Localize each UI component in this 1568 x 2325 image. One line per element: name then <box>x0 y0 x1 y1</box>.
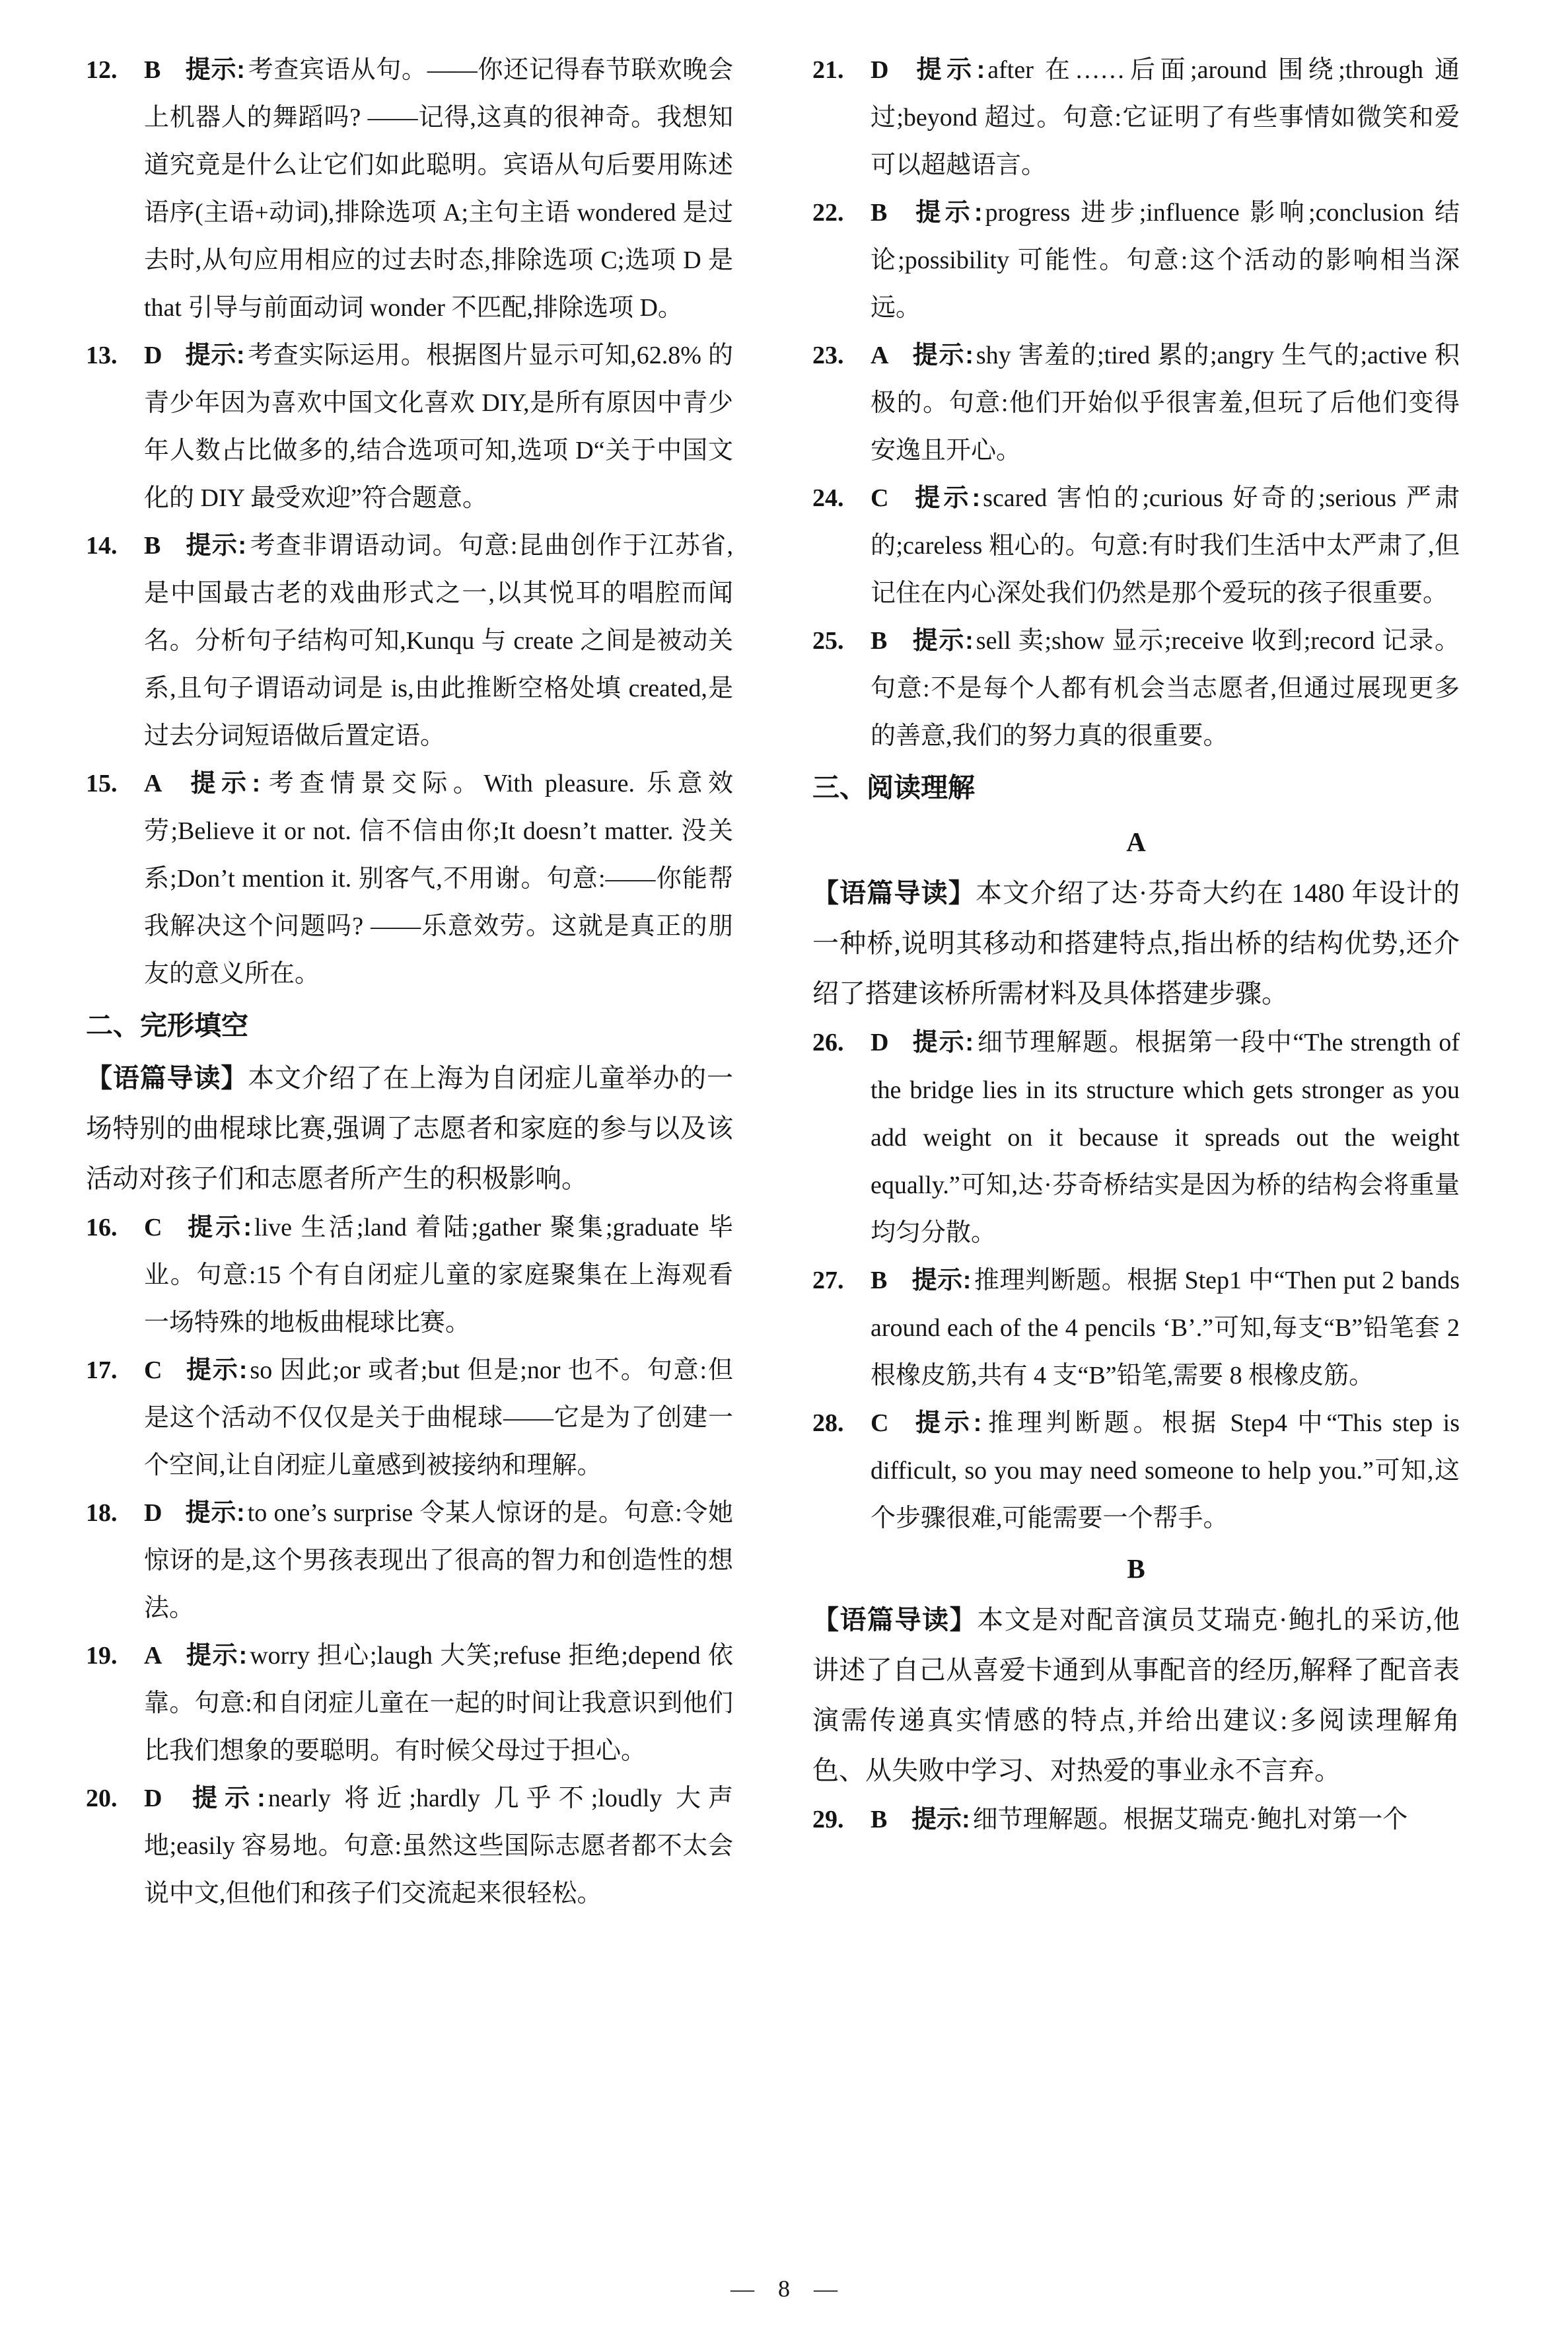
passage-intro-text: 本文是对配音演员艾瑞克·鲍扎的采访,他讲述了自己从喜爱卡通到从事配音的经历,解释了配音表演需传递真实情感的特点,并给出建议:多阅读理解角色、从失败中学习、对热爱的事业永不言弃。 <box>812 1605 1460 1785</box>
question-number: 21. <box>812 56 844 84</box>
answer-item <box>86 46 733 332</box>
question-number: 19. <box>86 1642 118 1670</box>
question-number: 13. <box>86 342 118 369</box>
hint-label: 提示: <box>911 1806 970 1833</box>
question-number: 20. <box>86 1785 118 1812</box>
question-number: 14. <box>86 532 118 560</box>
hint-label: 提示: <box>185 1785 266 1812</box>
passage-intro <box>812 868 1460 1019</box>
hint-label: 提示: <box>911 199 983 227</box>
explanation-text: 考查情景交际。With pleasure. 乐意效劳;Believe it or not. 信不信由你;It doesn’t matter. 没关系;Don’t mention it. 别客气,不用谢。句意:——你能帮我解决这个问题吗? ——乐意效劳。这就是真正的朋友的意义所在。 <box>144 770 734 988</box>
footer-left-dash: — <box>731 2275 754 2302</box>
hint-label: 提示: <box>185 532 246 560</box>
hint-label: 提示: <box>185 770 261 797</box>
question-number: 29. <box>812 1806 844 1833</box>
answer-letter: B <box>871 1806 888 1833</box>
explanation-text: 细节理解题。根据艾瑞克·鲍扎对第一个 <box>972 1806 1408 1833</box>
explanation-text: live 生活;land 着陆;gather 聚集;graduate 毕业。句意:15 个有自闭症儿童的家庭聚集在上海观看一场特殊的地板曲棍球比赛。 <box>144 1214 734 1337</box>
answer-letter: D <box>144 1499 162 1527</box>
hint-label: 提示: <box>185 1499 245 1527</box>
hint-label: 提示: <box>185 1356 248 1384</box>
page-footer <box>0 2275 1568 2303</box>
answer-letter: D <box>144 1785 162 1812</box>
question-number: 26. <box>812 1029 844 1056</box>
explanation-text: 推理判断题。根据 Step1 中“Then put 2 bands around each of the 4 pencils ‘B’.”可知,每支“B”铅笔套 2 根橡皮筋,共有 4 支“B”铅笔,需要 8 根橡皮筋。 <box>871 1267 1460 1389</box>
explanation-text: nearly 将近;hardly 几乎不;loudly 大声地;easily 容易地。句意:虽然这些国际志愿者都不太会说中文,但他们和孩子们交流起来很轻松。 <box>144 1785 733 1907</box>
hint-label: 提示: <box>911 1267 972 1294</box>
question-number: 22. <box>812 199 844 227</box>
answer-item <box>86 1632 733 1775</box>
answer-item <box>812 1796 1460 1843</box>
passage-intro-text: 本文介绍了达·芬奇大约在 1480 年设计的一种桥,说明其移动和搭建特点,指出桥的结构优势,还介绍了搭建该桥所需材料及具体搭建步骤。 <box>812 878 1460 1008</box>
explanation-text: shy 害羞的;tired 累的;angry 生气的;active 积极的。句意:他们开始似乎很害羞,但玩了后他们变得安逸且开心。 <box>871 342 1460 464</box>
answer-item <box>86 1489 733 1632</box>
answer-item <box>86 1204 733 1347</box>
answer-letter: C <box>871 1409 889 1437</box>
explanation-text: worry 担心;laugh 大笑;refuse 拒绝;depend 依靠。句意:和自闭症儿童在一起的时间让我意识到他们比我们想象的要聪明。有时候父母过于担心。 <box>144 1642 733 1765</box>
answer-letter: A <box>871 342 889 369</box>
answer-letter: B <box>871 1267 888 1294</box>
question-number: 24. <box>812 484 844 512</box>
answer-item <box>812 1399 1460 1542</box>
right-column <box>812 46 1460 2207</box>
explanation-text: sell 卖;show 显示;receive 收到;record 记录。句意:不是每个人都有机会当志愿者,但通过展现更多的善意,我们的努力真的很重要。 <box>871 627 1460 750</box>
answer-item <box>812 332 1460 474</box>
explanation-text: 细节理解题。根据第一段中“The strength of the bridge lies in its structure which gets stronger as you add weight on it because it spreads out the weight equally.”可知,达·芬奇桥结实是因为桥的结构会将重量均匀分散。 <box>871 1029 1460 1247</box>
passage-letter: A <box>1126 827 1146 857</box>
hint-label: 提示: <box>185 342 245 369</box>
question-number: 25. <box>812 627 844 655</box>
answer-letter: D <box>144 342 162 369</box>
answer-item <box>86 522 733 760</box>
explanation-text: 考查实际运用。根据图片显示可知,62.8% 的青少年因为喜欢中国文化喜欢 DIY,是所有原因中青少年人数占比做多的,结合选项可知,选项 D“关于中国文化的 DIY 最受欢迎”符合题意。 <box>144 342 733 512</box>
answer-item <box>812 189 1460 332</box>
answer-letter: D <box>871 1029 889 1056</box>
question-number: 28. <box>812 1409 844 1437</box>
explanation-text: to one’s surprise 令某人惊讶的是。句意:令她惊讶的是,这个男孩表现出了很高的智力和创造性的想法。 <box>144 1499 734 1622</box>
explanation-text: so 因此;or 或者;but 但是;nor 也不。句意:但是这个活动不仅仅是关于曲棍球——它是为了创建一个空间,让自闭症儿童感到被接纳和理解。 <box>144 1356 734 1479</box>
answer-letter: A <box>144 1642 162 1670</box>
question-number: 27. <box>812 1267 844 1294</box>
answer-letter: B <box>144 532 161 560</box>
answer-item <box>812 1019 1460 1257</box>
hint-label: 提示: <box>185 56 245 84</box>
answer-item <box>86 760 733 998</box>
answer-letter: C <box>144 1356 162 1384</box>
left-column <box>86 46 733 2207</box>
question-number: 18. <box>86 1499 118 1527</box>
explanation-text: after 在……后面;around 围绕;through 通过;beyond 超过。句意:它证明了有些事情如微笑和爱可以超越语言。 <box>871 56 1460 179</box>
two-column-layout <box>86 46 1476 2207</box>
answer-letter: B <box>144 56 161 84</box>
passage-letter: B <box>1127 1553 1145 1584</box>
hint-label: 提示: <box>185 1642 248 1670</box>
answer-item <box>86 1347 733 1489</box>
question-number: 12. <box>86 56 118 84</box>
explanation-text: progress 进步;influence 影响;conclusion 结论;possibility 可能性。句意:这个活动的影响相当深远。 <box>871 199 1460 322</box>
question-number: 16. <box>86 1214 118 1241</box>
hint-label: 提示: <box>911 342 974 369</box>
hint-label: 提示: <box>911 56 985 84</box>
section-heading: 二、完形填空 <box>86 1010 248 1041</box>
passage-intro <box>86 1053 733 1204</box>
hint-label: 提示: <box>911 627 974 655</box>
answer-letter: C <box>144 1214 162 1241</box>
question-number: 23. <box>812 342 844 369</box>
answer-item <box>812 617 1460 760</box>
hint-label: 提示: <box>911 1029 974 1056</box>
answer-letter: B <box>871 627 888 655</box>
question-number: 17. <box>86 1356 118 1384</box>
passage-intro-label: 【语篇导读】 <box>86 1064 248 1093</box>
section-heading: 三、阅读理解 <box>812 772 975 803</box>
answer-letter: A <box>144 770 162 797</box>
passage-intro-label: 【语篇导读】 <box>812 879 976 908</box>
answer-item <box>812 46 1460 189</box>
explanation-text: 考查非谓语动词。句意:昆曲创作于江苏省,是中国最古老的戏曲形式之一,以其悦耳的唱腔而闻名。分析句子结构可知,Kunqu 与 create 之间是被动关系,且句子谓语动词是 is,由此推断空格处填 created,是过去分词短语做后置定语。 <box>144 532 733 750</box>
footer-right-dash: — <box>814 2275 837 2302</box>
answer-letter: C <box>871 484 889 512</box>
hint-label: 提示: <box>911 484 981 512</box>
hint-label: 提示: <box>911 1409 982 1437</box>
passage-intro <box>812 1595 1460 1796</box>
question-number: 15. <box>86 770 118 797</box>
answer-item <box>812 474 1460 617</box>
answer-letter: D <box>871 56 889 84</box>
answer-item <box>812 1257 1460 1399</box>
explanation-text: scared 害怕的;curious 好奇的;serious 严肃的;careless 粗心的。句意:有时我们生活中太严肃了,但记住在内心深处我们仍然是那个爱玩的孩子很重要。 <box>871 484 1460 607</box>
passage-intro-text: 本文介绍了在上海为自闭症儿童举办的一场特别的曲棍球比赛,强调了志愿者和家庭的参与以及该活动对孩子们和志愿者所产生的积极影响。 <box>86 1063 734 1193</box>
answer-item <box>86 1775 733 1917</box>
explanation-text: 推理判断题。根据 Step4 中“This step is difficult, so you may need someone to help you.”可知,这个步骤很难,可能需要一个帮手。 <box>871 1409 1460 1532</box>
passage-intro-label: 【语篇导读】 <box>812 1605 978 1635</box>
answer-item <box>86 332 733 522</box>
page-number: 8 <box>778 2275 790 2302</box>
explanation-text: 考查宾语从句。——你还记得春节联欢晚会上机器人的舞蹈吗? ——记得,这真的很神奇。我想知道究竟是什么让它们如此聪明。宾语从句后要用陈述语序(主语+动词),排除选项 A;主句主语 wondered 是过去时,从句应用相应的过去时态,排除选项 C;选项 D 是 that 引导与前面动词 wonder 不匹配,排除选项 D。 <box>144 56 733 322</box>
hint-label: 提示: <box>185 1214 252 1241</box>
answer-letter: B <box>871 199 888 227</box>
